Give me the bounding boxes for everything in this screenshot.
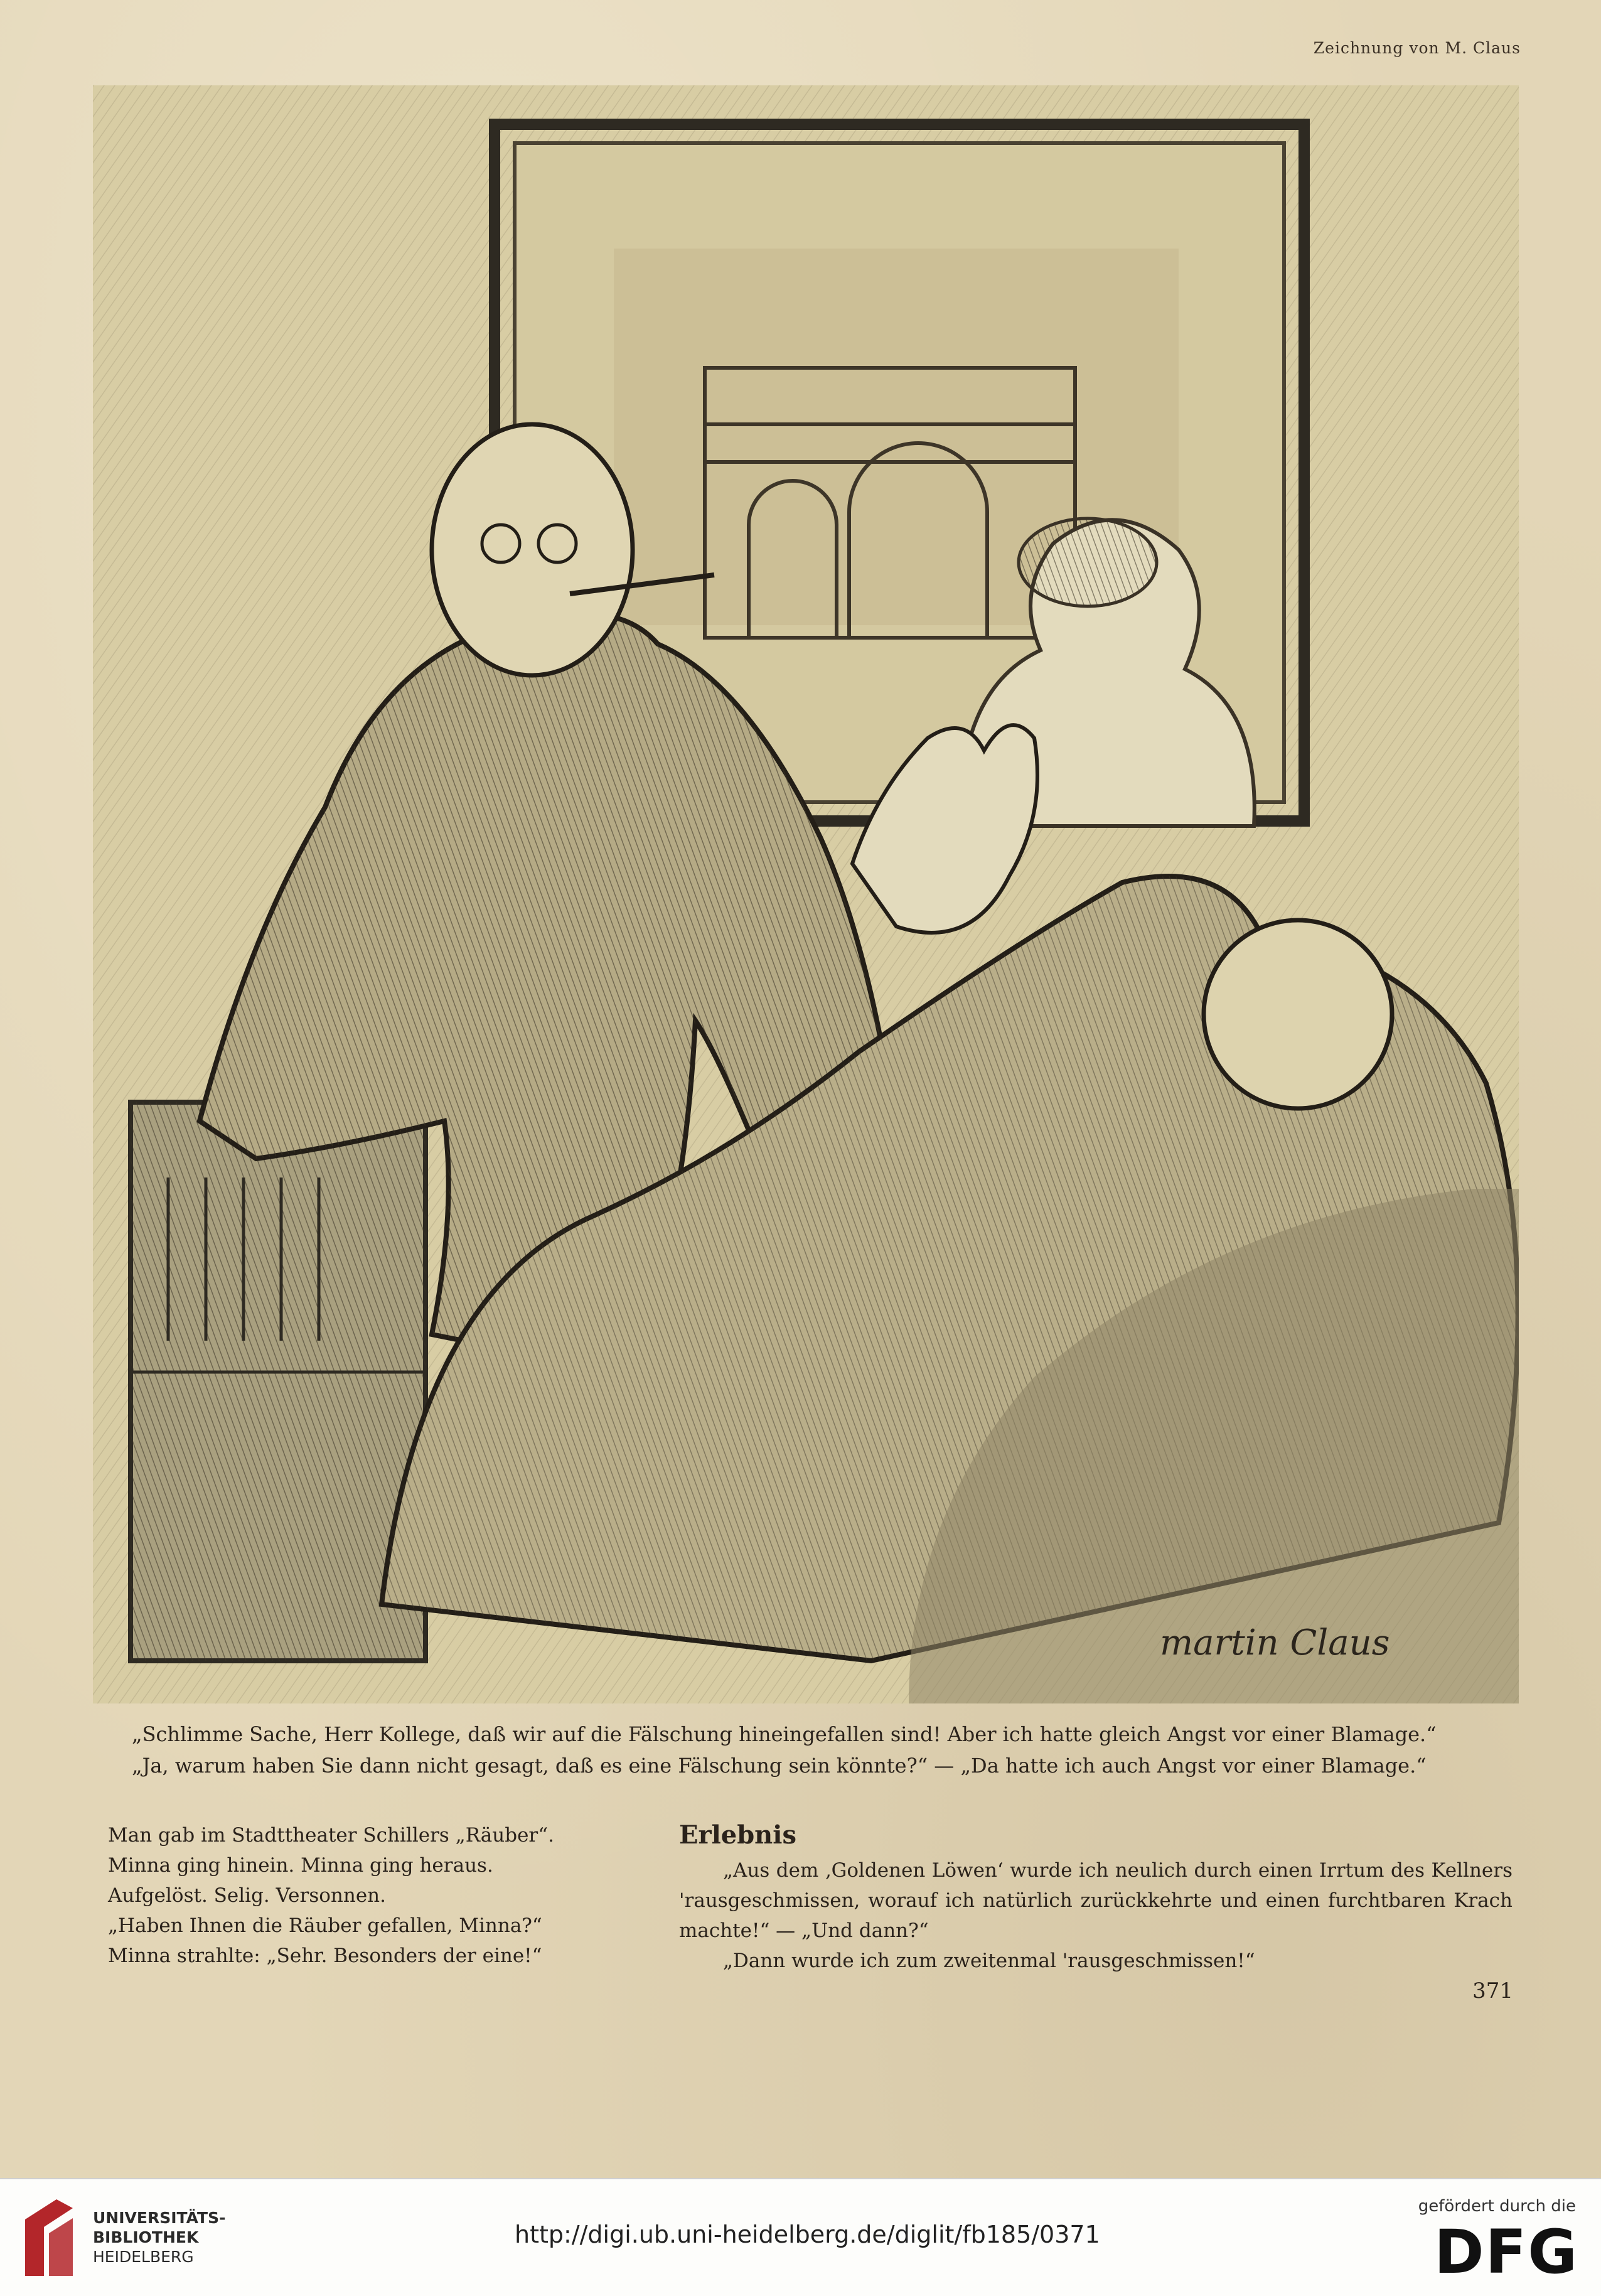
funding-note: gefördert durch die bbox=[1418, 2197, 1576, 2216]
dfg-logo: DFG bbox=[1433, 2217, 1578, 2287]
artist-signature: martin Claus bbox=[1160, 1623, 1390, 1663]
page-number: 371 bbox=[1472, 1978, 1513, 2004]
library-name-line-1: UNIVERSITÄTS- bbox=[93, 2209, 226, 2227]
illustrator-credit: Zeichnung von M. Claus bbox=[1313, 39, 1521, 57]
library-name-line-2: BIBLIOTHEK bbox=[93, 2228, 199, 2246]
text-line: „Haben Ihnen die Räuber gefallen, Minna?“ bbox=[108, 1914, 542, 1937]
caption-line-1: „Schlimme Sache, Herr Kollege, daß wir auf die Fälschung hineingefallen sind! Aber ich hatte gleich Angst vor einer Blamage.“ bbox=[132, 1722, 1437, 1746]
library-name bbox=[93, 2208, 225, 2266]
article-title: Erlebnis bbox=[679, 1820, 796, 1850]
anecdote-erlebnis bbox=[679, 1819, 1513, 1976]
illustration-caption bbox=[132, 1719, 1494, 1781]
anecdote-raeuber bbox=[108, 1820, 660, 1971]
paragraph: „Aus dem ‚Goldenen Löwen‘ wurde ich neulich durch einen Irrtum des Kellners 'rausgeschmissen, worauf ich natürlich zurückkehrte und einen furchtbaren Krach machte!“ — „Und dann?“ bbox=[679, 1859, 1513, 1942]
illustration bbox=[93, 85, 1519, 1703]
bookshelf bbox=[131, 1102, 426, 1661]
digitization-footer bbox=[0, 2178, 1601, 2296]
paragraph: „Dann wurde ich zum zweitenmal 'rausgeschmissen!“ bbox=[723, 1950, 1255, 1972]
text-line: Aufgelöst. Selig. Versonnen. bbox=[108, 1884, 387, 1907]
text-line: Minna strahlte: „Sehr. Besonders der eine!“ bbox=[108, 1945, 542, 1967]
text-line: Minna ging hinein. Minna ging heraus. bbox=[108, 1854, 493, 1877]
library-name-line-3: HEIDELBERG bbox=[93, 2248, 194, 2266]
text-line: Man gab im Stadttheater Schillers „Räuber“. bbox=[108, 1824, 554, 1847]
caption-line-2: „Ja, warum haben Sie dann nicht gesagt, daß es eine Fälschung sein könnte?“ — „Da hatte ich auch Angst vor einer Blamage.“ bbox=[132, 1754, 1427, 1778]
illustration-drawing bbox=[93, 85, 1519, 1703]
library-logo-icon bbox=[19, 2194, 79, 2281]
permalink-url[interactable]: http://digi.ub.uni-heidelberg.de/diglit/fb185/0371 bbox=[515, 2221, 1100, 2248]
